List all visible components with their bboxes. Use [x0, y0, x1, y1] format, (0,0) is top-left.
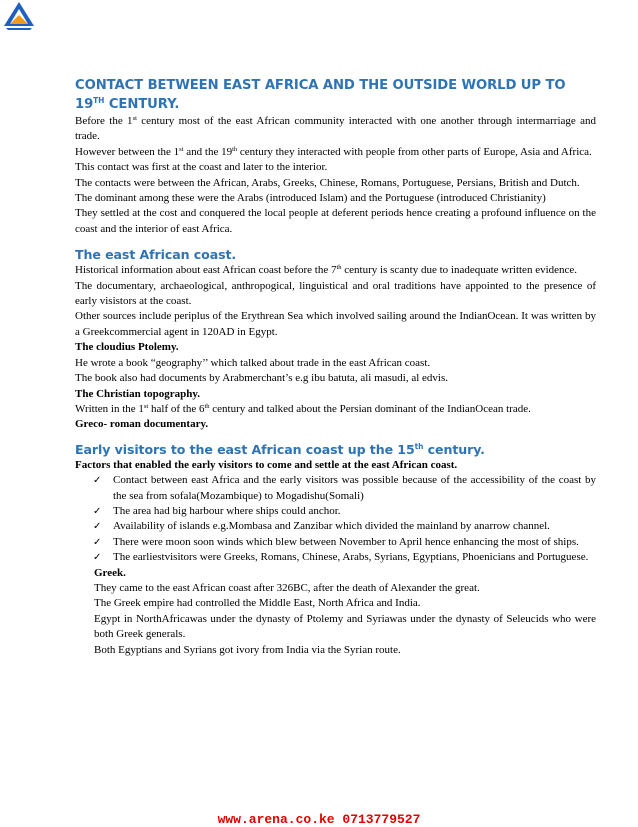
document-page [75, 76, 596, 658]
title-line-2-number: 19 [75, 97, 94, 112]
factor-list-item [93, 550, 596, 565]
intro-paragraph-2: However between the 1st and the 19th century they interacted with people from other parts of Europe, Asia and Africa. [75, 145, 592, 158]
title-line-2-sup: TH [93, 96, 105, 105]
intro-paragraph-3: This contact was first at the coast and later to the interior. [75, 161, 328, 174]
factor-list-item [93, 535, 596, 550]
subheading-ptolemy: The cloudius Ptolemy. [75, 341, 179, 354]
factors-title: Factors that enabled the early visitors to come and settle at the east African coast. [75, 458, 458, 471]
checkmark-icon: ✓ [93, 475, 102, 487]
factor-text: There were moon soon winds which blew between November to April hence enhancing the most of ships. [113, 535, 579, 548]
factors-list [75, 473, 596, 565]
subheading-greek: Greek. [94, 566, 126, 579]
subheading-christian-topography: The Christian topography. [75, 387, 200, 400]
coast-paragraph-6: Written in the 1st half of the 6th century and talked about the Persian dominant of the IndianOcean trade. [75, 402, 531, 415]
factor-list-item [93, 473, 596, 504]
greek-paragraph-1: They came to the east African coast after 326BC, after the death of Alexander the great. [94, 581, 480, 594]
greek-paragraph-3: Egypt in NorthAfricawas under the dynasty of Ptolemy and Syriawas under the dynasty of Seleucids who were both Greek generals. [94, 612, 596, 641]
greek-paragraph-4: Both Egyptians and Syrians got ivory from India via the Syrian route. [94, 643, 401, 656]
factor-text: Availability of islands e.g.Mombasa and Zanzibar which divided the mainland by anarrow channel. [113, 520, 550, 533]
checkmark-icon: ✓ [93, 521, 102, 533]
factor-list-item [93, 519, 596, 534]
factor-list-item [93, 504, 596, 519]
section-heading-early-visitors: Early visitors to the east African coast up the 15th century. [75, 441, 485, 457]
greek-section [75, 566, 596, 658]
arena-logo-icon [2, 0, 36, 30]
page-title [75, 76, 596, 114]
checkmark-icon: ✓ [93, 536, 102, 548]
factor-text: The area had big harbour where ships could anchor. [113, 504, 341, 517]
intro-paragraph-6: They settled at the cost and conquered the local people at deferent periods hence creating a profound influence on the coast and the interior of east Africa. [75, 207, 596, 235]
subheading-greco-roman: Greco- roman documentary. [75, 418, 209, 431]
title-line-2-text: CENTURY. [104, 97, 180, 112]
coast-paragraph-2: The documentary, archaeological, anthropogical, linguistical and oral traditions have appointed to the presence of early visistors at the coast. [75, 279, 596, 308]
intro-paragraph-5: The dominant among these were the Arabs (introduced Islam) and the Portuguese (introduced Christianity) [75, 192, 546, 205]
intro-paragraph-4: The contacts were between the African, Arabs, Greeks, Chinese, Romans, Portuguese, Persians, British and Dutch. [75, 176, 580, 189]
greek-paragraph-2: The Greek empire had controlled the Middle East, North Africa and India. [94, 597, 421, 610]
coast-paragraph-4: He wrote a book “geography’’ which talked about trade in the east African coast. [75, 356, 431, 369]
factor-text: Contact between east Africa and the early visitors was possible because of the accessibility of the coast by the sea from sofala(Mozambique) to Mogadishu(Somali) [113, 474, 596, 502]
checkmark-icon: ✓ [93, 505, 102, 517]
checkmark-icon: ✓ [93, 552, 102, 564]
coast-paragraph-3: Other sources include periplus of the Erythrean Sea which involved sailing around the IndianOcean. It was written by a Greekcommercial agent in 120AD in Egypt. [75, 310, 596, 338]
coast-paragraph-1: Historical information about east African coast before the 7th century is scanty due to inadequate written evidence. [75, 264, 578, 277]
footer-website-phone: www.arena.co.ke 0713779527 [217, 812, 421, 827]
title-line-1: CONTACT BETWEEN EAST AFRICA AND THE OUTSIDE WORLD UP TO [75, 78, 566, 93]
intro-paragraph-1: Before the 1st century most of the east African community interacted with one another through intermarriage and trade. [75, 115, 596, 143]
factor-text: The earliestvisitors were Greeks, Romans, Chinese, Arabs, Syrians, Egyptians, Phoenicians and Portuguese. [113, 551, 589, 564]
section-heading-east-african-coast: The east African coast. [75, 247, 237, 263]
coast-paragraph-5: The book also had documents by Arabmerchant’s e.g ibu batuta, ali masudi, al edvis. [75, 372, 448, 385]
